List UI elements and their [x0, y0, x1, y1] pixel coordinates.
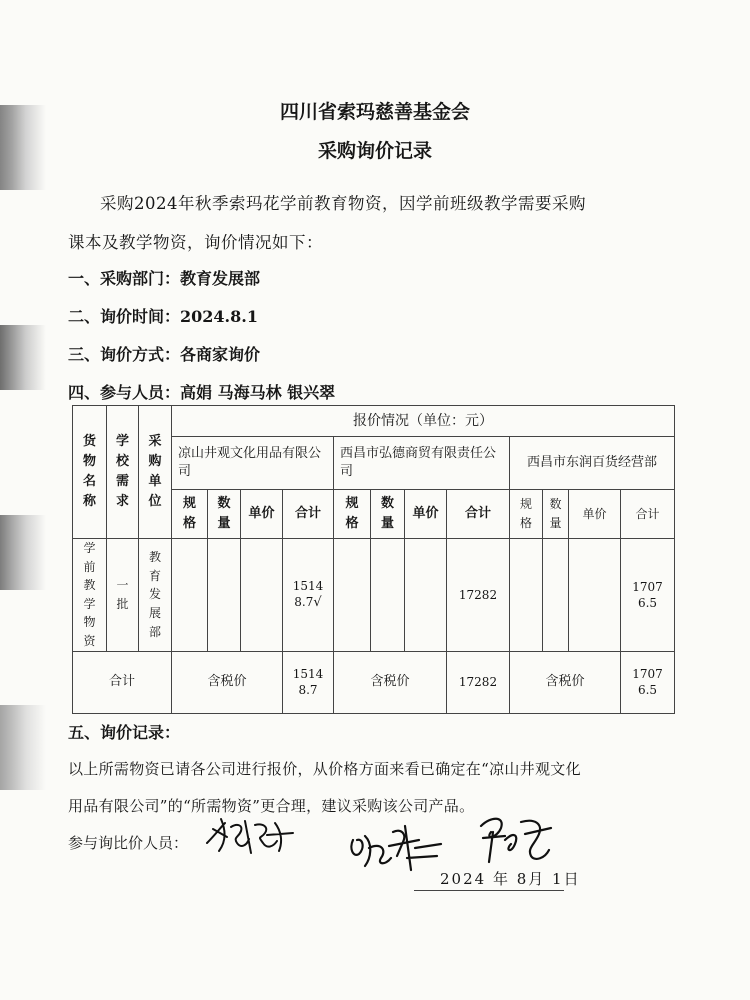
header-quote: 报价情况（单位：元） — [172, 406, 675, 437]
section5-heading: 五、询价记录： — [68, 723, 181, 742]
tax-label-2: 含税价 — [334, 651, 447, 713]
record-line-2: 用品有限公司”的“所需物资”更合理，建议采购该公司产品。 — [68, 797, 475, 815]
scan-shadow — [0, 515, 46, 590]
item-time — [68, 304, 258, 327]
row-demand: 一批 — [107, 539, 139, 652]
cell-empty — [208, 539, 241, 652]
sub-header-spec: 规格 — [334, 490, 371, 539]
sub-header-total: 合计 — [621, 490, 675, 539]
sum-supplier-2: 17282 — [447, 651, 510, 713]
sub-header-spec: 规格 — [510, 490, 543, 539]
signature-1 — [203, 813, 298, 855]
header-goods: 货物名称 — [73, 406, 107, 539]
sub-header-price: 单价 — [405, 490, 447, 539]
supplier-1-name: 凉山井观文化用品有限公司 — [172, 437, 334, 490]
cell-empty — [405, 539, 447, 652]
signers-label: 参与询比价人员： — [68, 834, 189, 852]
sum-supplier-1: 15148.7 — [283, 651, 334, 713]
header-demand: 学校需求 — [107, 406, 139, 539]
signature-2 — [345, 818, 450, 876]
item-label: 三、询价方式： — [68, 345, 181, 364]
check-mark: √ — [313, 595, 322, 611]
org-title: 四川省索玛慈善基金会 — [279, 101, 470, 123]
intro-line-2: 课本及教学物资，询价情况如下： — [68, 233, 323, 252]
intro-line-1: 采购2024年秋季索玛花学前教育物资，因学前班级教学需要采购 — [100, 194, 586, 213]
cell-empty — [371, 539, 405, 652]
sub-header-qty: 数量 — [208, 490, 241, 539]
sum-label: 合计 — [73, 651, 172, 713]
date-underline — [414, 890, 564, 891]
record-line-1: 以上所需物资已请各公司进行报价，从价格方面来看已确定在“凉山井观文化 — [68, 760, 581, 778]
header-purchasing-unit: 采购单位 — [139, 406, 172, 539]
tax-label-1: 含税价 — [172, 651, 283, 713]
cell-empty — [569, 539, 621, 652]
supplier-2-name: 西昌市弘德商贸有限责任公司 — [334, 437, 510, 490]
item-value: 高娟 马海马林 银兴翠 — [180, 383, 336, 402]
signature-3 — [475, 810, 557, 870]
sub-header-price: 单价 — [569, 490, 621, 539]
cell-empty — [334, 539, 371, 652]
row-total-supplier-1: 15148.7√ — [283, 539, 334, 652]
sub-header-price: 单价 — [241, 490, 283, 539]
document-title: 采购询价记录 — [317, 140, 432, 162]
supplier-3-name: 西昌市东润百货经营部 — [510, 437, 675, 490]
cell-empty — [543, 539, 569, 652]
quote-table — [72, 405, 675, 714]
sum-supplier-3: 17076.5 — [621, 651, 675, 713]
sub-header-spec: 规格 — [172, 490, 208, 539]
document-date: 2024 年 8月 1日 — [440, 870, 581, 888]
sub-header-qty: 数量 — [371, 490, 405, 539]
tax-label-3: 含税价 — [510, 651, 621, 713]
scan-shadow — [0, 705, 46, 790]
item-label: 一、采购部门： — [68, 269, 181, 288]
row-total-supplier-2: 17282 — [447, 539, 510, 652]
item-value: 2024.8.1 — [180, 307, 258, 326]
row-unit: 教育发展部 — [139, 539, 172, 652]
item-value: 各商家询价 — [180, 345, 261, 364]
cell-empty — [510, 539, 543, 652]
item-department — [68, 266, 260, 289]
scan-shadow — [0, 325, 46, 390]
sub-header-total: 合计 — [283, 490, 334, 539]
row-goods: 学前教学物资 — [73, 539, 107, 652]
item-label: 二、询价时间： — [68, 307, 181, 326]
row-total-supplier-3: 17076.5 — [621, 539, 675, 652]
item-participants — [68, 380, 335, 403]
cell-empty — [241, 539, 283, 652]
item-label: 四、参与人员： — [68, 383, 181, 402]
item-method — [68, 342, 260, 365]
sub-header-total: 合计 — [447, 490, 510, 539]
cell-empty — [172, 539, 208, 652]
item-value: 教育发展部 — [180, 269, 261, 288]
sub-header-qty: 数量 — [543, 490, 569, 539]
